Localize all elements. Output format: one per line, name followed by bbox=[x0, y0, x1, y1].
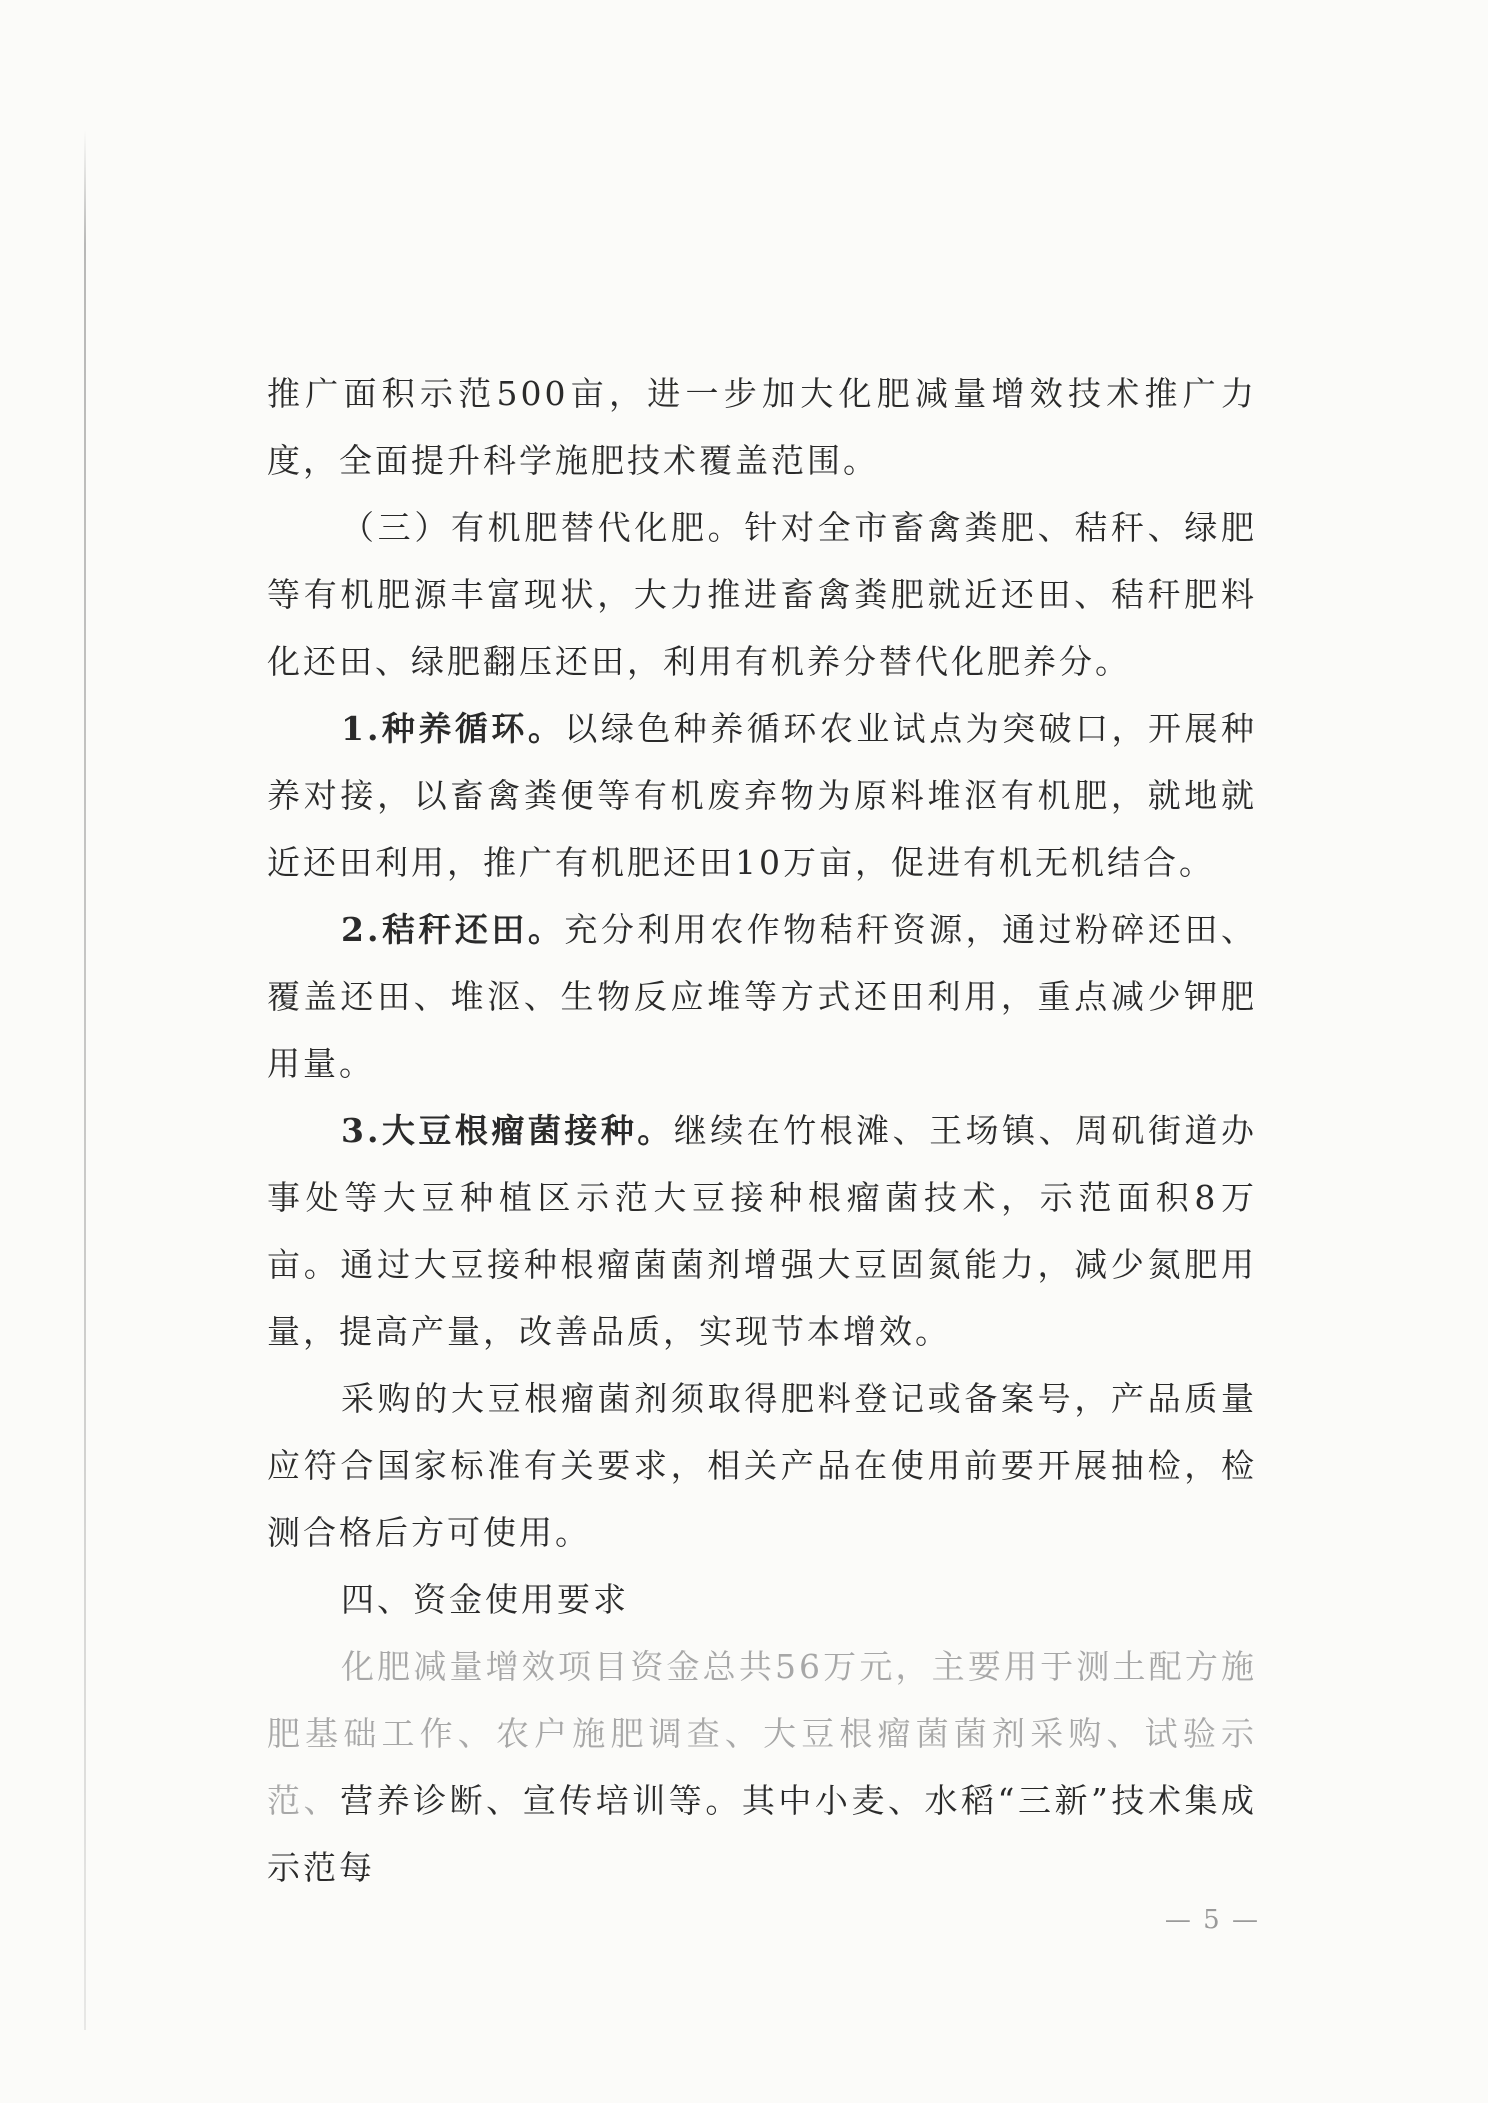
paragraph-soybean-rhizobia bbox=[267, 1097, 1257, 1365]
page-number: — 5 — bbox=[1164, 1905, 1260, 1935]
heading-fund-requirements: 四、资金使用要求 bbox=[341, 1580, 629, 1619]
section-body-1: 以绿色种养循环农业试点为突破口，开展种养对接，以畜禽粪便等有机废弃物为原料堆沤有机肥，就地就近还田利用，推广有机肥还田10万亩，促进有机无机结合。 bbox=[267, 709, 1258, 882]
section-body-3: 继续在竹根滩、王场镇、周矶街道办事处等大豆种植区示范大豆接种根瘤菌技术，示范面积8万亩。通过大豆接种根瘤菌菌剂增强大豆固氮能力，减少氮肥用量，提高产量，改善品质，实现节本增效。 bbox=[267, 1111, 1257, 1351]
paragraph-1: 推广面积示范500亩，进一步加大化肥减量增效技术推广力度，全面提升科学施肥技术覆盖范围。 bbox=[267, 374, 1257, 480]
scan-margin-line bbox=[84, 130, 86, 2030]
faded-text: 化肥减量增效项目资金总共56万元，主要用于测土配方施肥基础工作、农户施肥调查、大豆根瘤菌菌剂采购、试验示范、 bbox=[267, 1647, 1257, 1820]
paragraph-organic-fertilizer: （三）有机肥替代化肥。针对全市畜禽粪肥、秸秆、绿肥等有机肥源丰富现状，大力推进畜禽粪肥就近还田、秸秆肥料化还田、绿肥翻压还田，利用有机养分替代化肥养分。 bbox=[267, 508, 1257, 681]
paragraph-straw-return bbox=[267, 896, 1257, 1097]
paragraph-fund-usage bbox=[267, 1633, 1257, 1901]
fund-usage-continued: 营养诊断、宣传培训等。其中小麦、水稻“三新”技术集成示范每 bbox=[267, 1781, 1257, 1887]
section-title-2: 2.秸秆还田。 bbox=[341, 910, 565, 949]
section-body-2: 充分利用农作物秸秆资源，通过粉碎还田、覆盖还田、堆沤、生物反应堆等方式还田利用，重点减少钾肥用量。 bbox=[267, 910, 1258, 1083]
section-title-1: 1.种养循环。 bbox=[341, 709, 565, 748]
paragraph-planting-breeding-cycle bbox=[267, 695, 1257, 896]
document-body bbox=[267, 360, 1257, 1901]
paragraph-procurement: 采购的大豆根瘤菌剂须取得肥料登记或备案号，产品质量应符合国家标准有关要求，相关产品在使用前要开展抽检，检测合格后方可使用。 bbox=[267, 1379, 1257, 1552]
section-title-3: 3.大豆根瘤菌接种。 bbox=[341, 1111, 674, 1150]
